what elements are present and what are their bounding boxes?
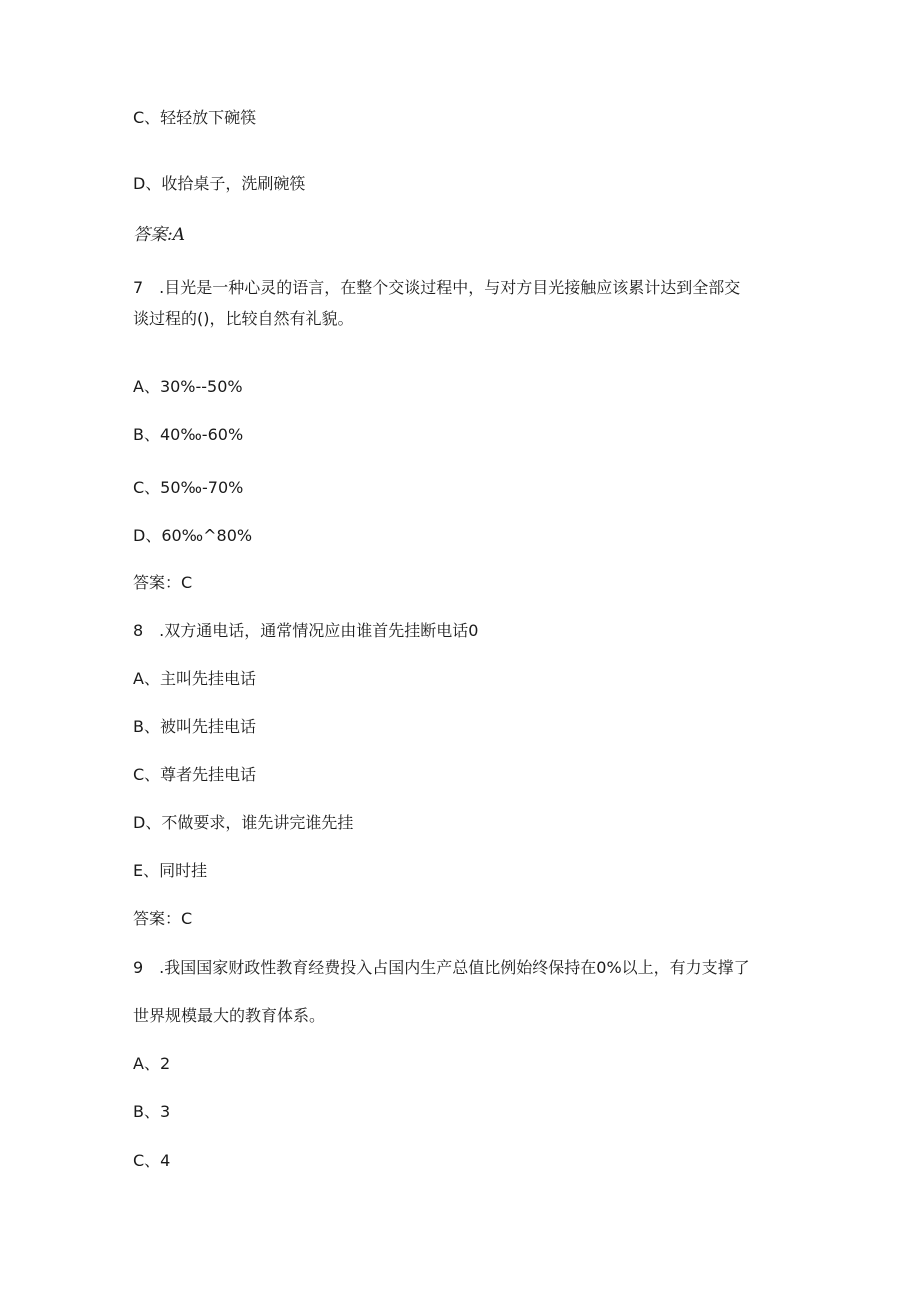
q7-option-c: C、50‰-70%	[133, 478, 244, 497]
q7-question-line2: 谈过程的()，比较自然有礼貌。	[133, 309, 354, 328]
q6-option-c: C、轻轻放下碗筷	[133, 108, 257, 127]
q8-question: 8 .双方通电话，通常情况应由谁首先挂断电话0	[133, 621, 479, 640]
q9-question-line2: 世界规模最大的教育体系。	[133, 1006, 326, 1025]
q7-answer: 答案：C	[133, 573, 193, 592]
q7-question-line1: 7 .目光是一种心灵的语言，在整个交谈过程中，与对方目光接触应该累计达到全部交	[133, 278, 741, 297]
q6-answer: 答案:A	[133, 225, 186, 245]
q7-option-d: D、60‰^80%	[133, 526, 253, 545]
q9-question-line1: 9 .我国国家财政性教育经费投入占国内生产总值比例始终保持在0%以上，有力支撑了	[133, 958, 750, 977]
q9-option-c: C、4	[133, 1151, 171, 1170]
q8-option-b: B、被叫先挂电话	[133, 717, 256, 736]
q8-option-e: E、同时挂	[133, 861, 208, 880]
q8-option-d: D、不做要求，谁先讲完谁先挂	[133, 813, 354, 832]
q8-option-c: C、尊者先挂电话	[133, 765, 257, 784]
q8-answer: 答案：C	[133, 909, 193, 928]
q7-option-a: A、30%--50%	[133, 377, 243, 396]
q6-option-d: D、收拾桌子，洗刷碗筷	[133, 174, 306, 193]
q9-option-b: B、3	[133, 1102, 171, 1121]
q9-option-a: A、2	[133, 1054, 171, 1073]
q8-option-a: A、主叫先挂电话	[133, 669, 256, 688]
q7-option-b: B、40‰-60%	[133, 425, 244, 444]
